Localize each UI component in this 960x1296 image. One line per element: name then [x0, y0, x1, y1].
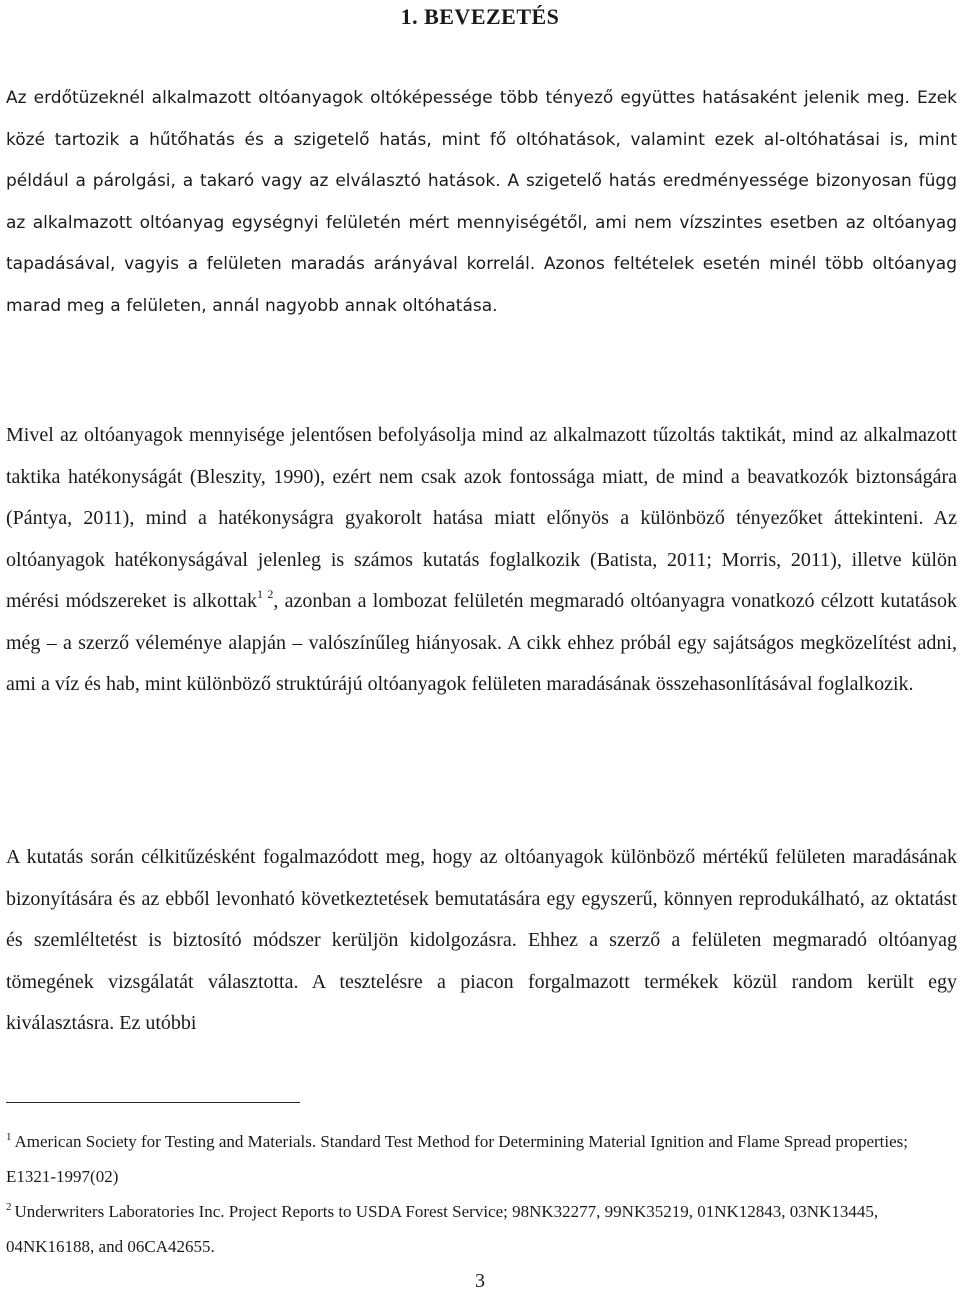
footnote-2 — [6, 1194, 957, 1264]
section-heading: 1. BEVEZETÉS — [400, 4, 560, 29]
footnote-2-mark: 2 — [6, 1201, 12, 1213]
footnote-separator — [6, 1102, 300, 1103]
paragraph-context-text-1: Mivel az oltóanyagok mennyisége jelentősen befolyásolja mind az alkalmazott tűzoltás taktikát, mind az alkalmazott taktika hatékonyságát (Bleszity, 1990), ezért nem csak azok fontossága miatt, de mind a beavatkozók biztonságára (Pántya, 2011), mind a hatékonyságra gyakorolt hatása miatt előnyös a különböző tényezőket áttekinteni. Az oltóanyagok hatékonyságával jelenleg is számos kutatás foglalkozik (Batista, 2011; Morris, 2011), illetve külön mérési módszereket is alkottak — [6, 424, 957, 612]
paragraph-intro: Az erdőtüzeknél alkalmazott oltóanyagok oltóképessége több tényező együttes hatásaként jelenik meg. Ezek közé tartozik a hűtőhatás és a szigetelő hatás, mint fő oltóhatások, valamint ezek al-oltóhatásai is, mint például a párolgási, a takaró vagy az elválasztó hatások. A szigetelő hatás eredményessége bizonyosan függ az alkalmazott oltóanyag egységnyi felületén mért mennyiségétől, ami nem vízszintes esetben az oltóanyag tapadásával, vagyis a felületen maradás arányával korrelál. Azonos feltételek esetén minél több oltóanyag marad meg a felületen, annál nagyobb annak oltóhatása. — [6, 88, 957, 316]
footnote-1-mark: 1 — [6, 1131, 12, 1143]
footnote-2-text: Underwriters Laboratories Inc. Project Reports to USDA Forest Service; 98NK32277, 99NK35219, 01NK12843, 03NK13445, 04NK16188, and 06CA42655. — [6, 1202, 879, 1256]
paragraph-context-text-2: , azonban a lombozat felületén megmaradó oltóanyagra vonatkozó célzott kutatások még – a szerző véleménye alapján – valószínűleg hiányosak. A cikk ehhez próbál egy sajátságos megközelítést adni, ami a víz és hab, mint különböző struktúrájú oltóanyagok felületen maradásának összehasonlításával foglalkozik. — [6, 590, 958, 695]
paragraph-context — [6, 415, 957, 706]
page-number: 3 — [475, 1270, 485, 1292]
footnote-1-text: American Society for Testing and Materials. Standard Test Method for Determining Material Ignition and Flame Spread properties; E1321-1997(02) — [6, 1132, 909, 1186]
paragraph-objective: A kutatás során célkitűzésként fogalmazódott meg, hogy az oltóanyagok különböző mértékű felületen maradásának bizonyítására és az ebből levonható következtetések bemutatására egy egyszerű, könnyen reprodukálható, az oktatást és szemléltetést is biztosító módszer kerüljön kidolgozásra. Ehhez a szerző a felületen megmaradó oltóanyag tömegének vizsgálatát választotta. A tesztelésre a piacon forgalmazott termékek közül random került egy kiválasztásra. Ez utóbbi — [6, 846, 957, 1034]
footnote-1 — [6, 1124, 957, 1194]
footnote-reference: 1 2 — [257, 587, 274, 601]
